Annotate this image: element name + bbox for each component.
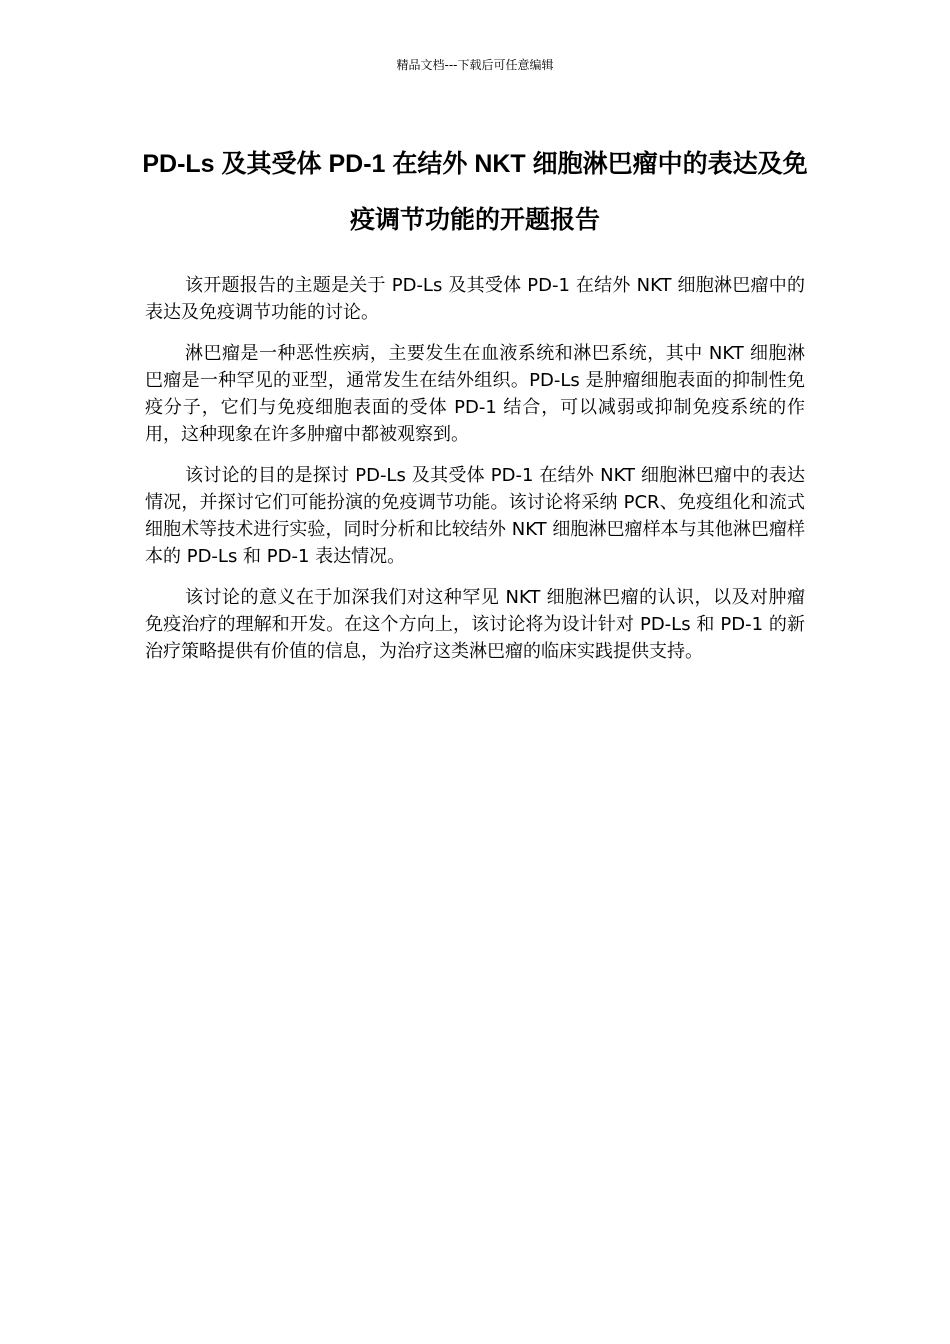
paragraph-background: 淋巴瘤是一种恶性疾病，主要发生在血液系统和淋巴系统，其中 NKT 细胞淋巴瘤是一种罕见的亚型，通常发生在结外组织。PD-Ls 是肿瘤细胞表面的抑制性免疫分子，它们与免疫细胞表面的受体 PD-1 结合，可以减弱或抑制免疫系统的作用，这种现象在许多肿瘤中都被观察到。 bbox=[145, 343, 805, 445]
header-note: 精品文档---下载后可任意编辑 bbox=[396, 58, 554, 72]
document-title: PD-Ls 及其受体 PD-1 在结外 NKT 细胞淋巴瘤中的表达及免疫调节功能的开题报告 bbox=[142, 150, 808, 234]
document-body bbox=[145, 272, 805, 679]
paragraph-purpose: 该讨论的目的是探讨 PD-Ls 及其受体 PD-1 在结外 NKT 细胞淋巴瘤中的表达情况，并探讨它们可能扮演的免疫调节功能。该讨论将采纳 PCR、免疫组化和流式细胞术等技术进行实验，同时分析和比较结外 NKT 细胞淋巴瘤样本与其他淋巴瘤样本的 PD-Ls 和 PD-1 表达情况。 bbox=[145, 465, 805, 567]
paragraph-significance: 该讨论的意义在于加深我们对这种罕见 NKT 细胞淋巴瘤的认识，以及对肿瘤免疫治疗的理解和开发。在这个方向上，该讨论将为设计针对 PD-Ls 和 PD-1 的新治疗策略提供有价值的信息，为治疗这类淋巴瘤的临床实践提供支持。 bbox=[145, 587, 805, 662]
paragraph-topic: 该开题报告的主题是关于 PD-Ls 及其受体 PD-1 在结外 NKT 细胞淋巴瘤中的表达及免疫调节功能的讨论。 bbox=[145, 275, 805, 323]
